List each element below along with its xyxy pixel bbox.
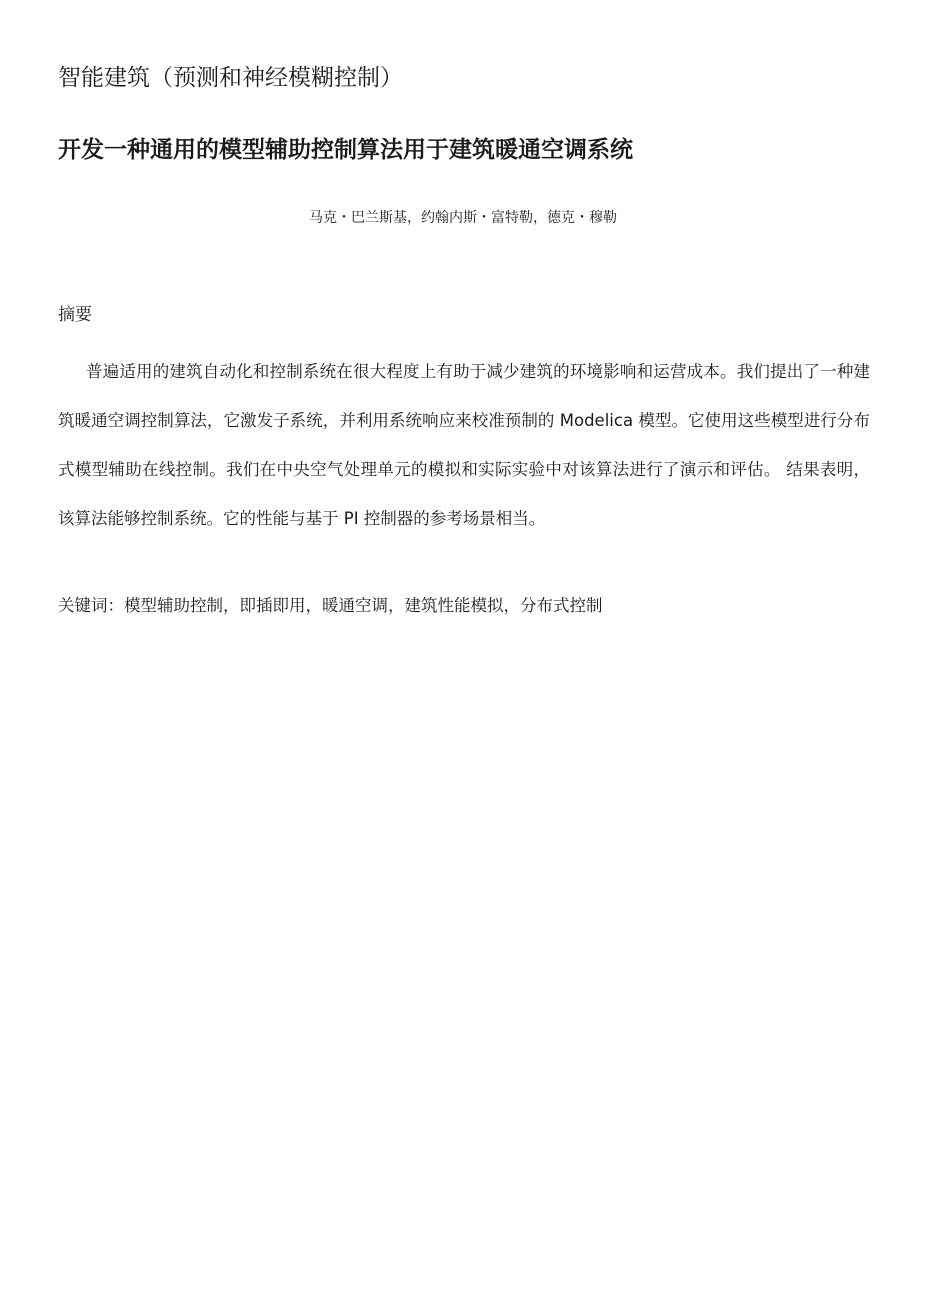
- section-title: 智能建筑（预测和神经模糊控制）: [58, 65, 403, 91]
- abstract-heading: 摘要: [58, 305, 92, 325]
- paper-title: 开发一种通用的模型辅助控制算法用于建筑暖通空调系统: [58, 137, 633, 163]
- abstract-body: 普遍适用的建筑自动化和控制系统在很大程度上有助于减少建筑的环境影响和运营成本。我们提出了一种建筑暖通空调控制算法，它激发子系统，并利用系统响应来校准预制的 Modelica 模型。它使用这些模型进行分布式模型辅助在线控制。我们在中央空气处理单元的模拟和实际实验中对该算法进行了演示和评估。 结果表明，该算法能够控制系统。它的性能与基于 PI 控制器的参考场景相当。: [58, 362, 870, 528]
- keywords-line: 关键词：模型辅助控制，即插即用，暖通空调，建筑性能模拟，分布式控制: [58, 596, 603, 615]
- author-list: 马克・巴兰斯基，约翰内斯・富特勒，德克・穆勒: [309, 210, 617, 226]
